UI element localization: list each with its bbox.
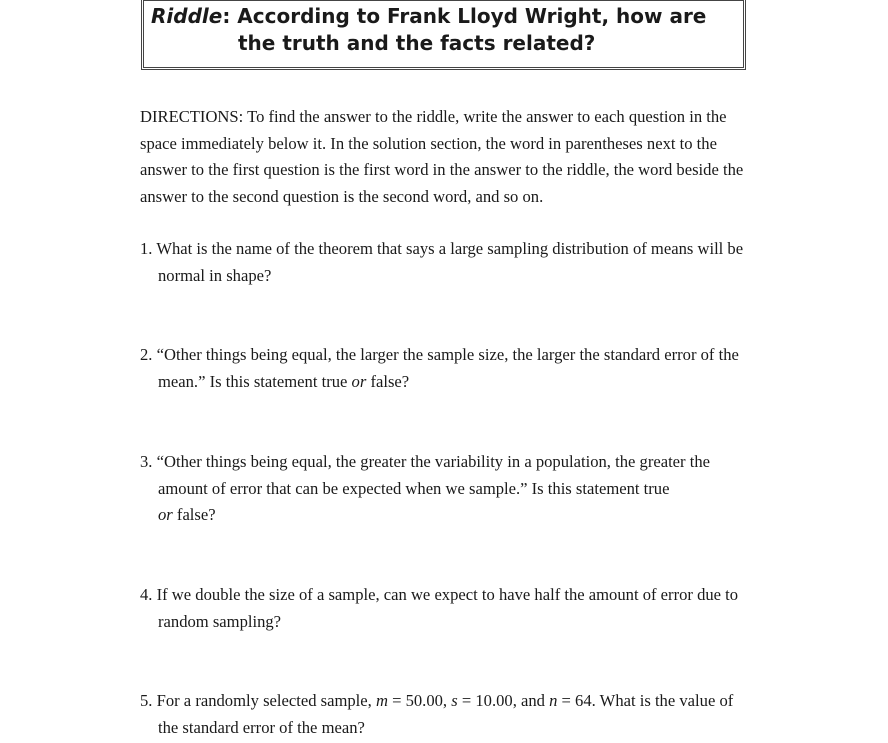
riddle-text	[151, 3, 741, 57]
riddle-box	[141, 0, 746, 70]
question-number: 5.	[140, 691, 153, 710]
question-2	[140, 342, 752, 395]
question-text: If we double the size of a sample, can we expect to have half the amount of error due to random sampling?	[156, 585, 739, 631]
question-text: “Other things being equal, the larger the sample size, the larger the standard error of the mean.” Is this statement true	[156, 345, 739, 391]
question-text: “Other things being equal, the greater the variability in a population, the greater the amount of error that can be expected when we sample.” Is this statement true	[156, 452, 710, 498]
riddle-line-1: According to Frank Lloyd Wright, how are	[230, 4, 707, 28]
value-s: = 10.00, and	[457, 691, 550, 710]
question-number: 3.	[140, 452, 153, 471]
question-text-end: false?	[172, 505, 216, 524]
value-m: = 50.00,	[387, 691, 452, 710]
question-or: or	[351, 371, 367, 391]
question-or: or	[158, 505, 173, 524]
question-3	[140, 449, 752, 529]
directions-paragraph: DIRECTIONS: To find the answer to the riddle, write the answer to each question in the space immediately below it. In the solution section, the word in parentheses next to the answer to the first question is the first word in the answer to the riddle, the word beside the answer to the second question is the second word, and so on.	[140, 107, 744, 206]
riddle-label: Riddle	[151, 4, 223, 28]
question-number: 4.	[140, 585, 153, 604]
riddle-line-2: the truth and the facts related?	[238, 31, 596, 55]
question-text: What is the name of the theorem that says a large sampling distribution of means will be normal in shape?	[156, 239, 744, 285]
var-m: m	[375, 691, 388, 710]
var-s: s	[451, 691, 458, 710]
question-5	[140, 688, 752, 741]
question-text: For a randomly selected sample,	[156, 691, 376, 710]
question-4	[140, 582, 752, 635]
question-1	[140, 236, 752, 289]
var-n: n	[549, 691, 558, 710]
question-text-end: = 64. What is the value of the standard error of the mean?	[158, 691, 734, 737]
riddle-colon: :	[222, 4, 231, 28]
question-number: 1.	[140, 239, 153, 258]
question-text-end: false?	[366, 371, 410, 391]
question-number: 2.	[140, 345, 153, 364]
